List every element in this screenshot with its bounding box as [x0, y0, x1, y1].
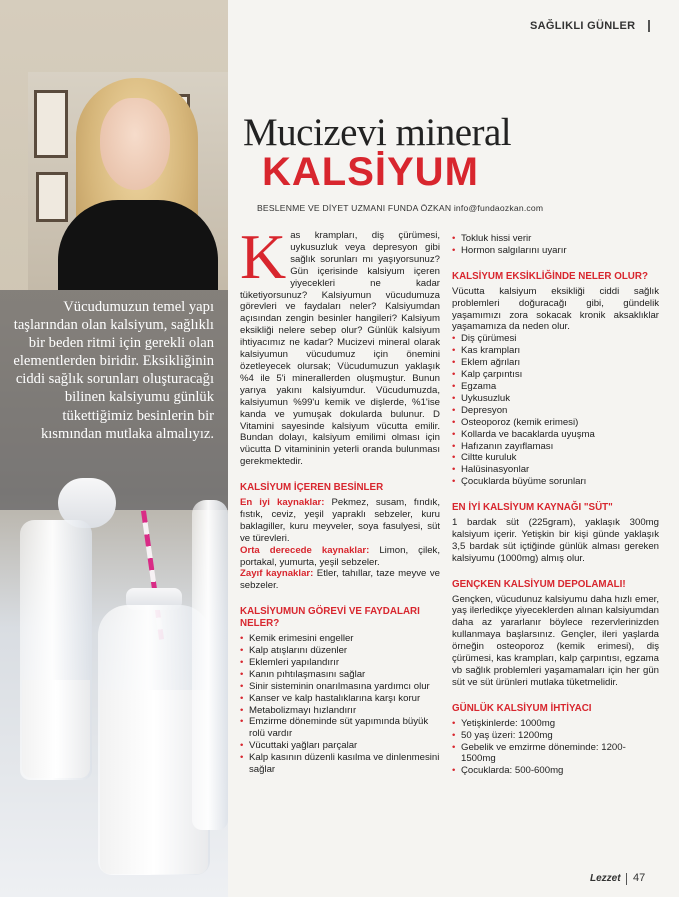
list-item: • Kalp atışlarını düzenler — [240, 645, 440, 657]
list-item: • Metabolizmayı hızlandırır — [240, 705, 440, 717]
milk-heading: EN İYİ KALSİYUM KAYNAĞI "SÜT" — [452, 502, 613, 514]
list-item: • Hafızanın zayıflaması — [452, 441, 659, 453]
list-item: • Kanser ve kalp hastalıklarına karşı korur — [240, 693, 440, 705]
sources-mid-label: Orta derecede kaynaklar: — [240, 544, 370, 556]
sources-weak-text: Etler, tahıllar, taze meyve ve sebzeler. — [240, 568, 440, 592]
wall-certificate — [36, 172, 68, 222]
list-item: • Kalp kasının düzenli kasılma ve dinlenmesini sağlar — [240, 752, 440, 776]
sources-mid-text: Limon, çilek, portakal, yumurta, yeşil sebzeler. — [240, 544, 440, 568]
portrait-face — [100, 98, 170, 190]
youth-heading: GENÇKEN KALSİYUM DEPOLAMALI! — [452, 578, 626, 590]
sources-mid — [240, 545, 440, 569]
list-item: • Egzama — [452, 381, 659, 393]
deficiency-heading: KALSİYUM EKSİKLİĞİNDE NELER OLUR? — [452, 270, 648, 282]
sources-weak — [240, 568, 440, 592]
list-item: • Gebelik ve emzirme döneminde: 1200-1500mg — [452, 742, 659, 766]
sources-weak-label: Zayıf kaynaklar: — [240, 568, 314, 580]
list-item: • Hormon salgılarını uyarır — [452, 245, 659, 257]
byline: BESLENME VE DİYET UZMANI FUNDA ÖZKAN info@fundaozkan.com — [257, 203, 544, 213]
daily-list — [452, 718, 659, 778]
column-right — [452, 233, 659, 777]
list-item: • Kollarda ve bacaklarda uyuşma — [452, 429, 659, 441]
list-item: • Depresyon — [452, 405, 659, 417]
youth-text: Gençken, vücudunuz kalsiyumu daha hızlı emer, yaş ilerledikçe yiyeceklerden alınan kalsiyumdan daha az yararlanır böylece rezervlerinizden kullanmaya başlarsınız. Gençler, ileri yaşlarda örneğin osteoporoz (kemik erimesi), diş çürümesi, kas krampları, kalp çarpıntısı, egzama vb sağlık problemleri yaşamamaları için her gün süt ve süt ürünleri mutlaka tüketmelidir. — [452, 593, 659, 688]
list-item: • Halüsinasyonlar — [452, 464, 659, 476]
wall-certificate — [34, 90, 68, 158]
article-title: Mucizevi mineral — [243, 111, 512, 154]
daily-heading: GÜNLÜK KALSİYUM İHTİYACI — [452, 702, 592, 714]
list-item: • Çocuklarda: 500-600mg — [452, 765, 659, 777]
section-label: SAĞLIKLI GÜNLER — [530, 20, 636, 32]
drop-cap: K — [240, 221, 287, 292]
article-title-highlight: KALSİYUM — [262, 150, 479, 194]
pull-quote: Vücudumuzun temel yapı taşlarından olan kalsiyum, sağlıklı bir beden ritmi için gerekli olan elementlerden biridir. Eksikliğinin ciddi sağlık sorunları oluşturacağı bilinen kalsiyumu günlük tükettiğimiz besinlerin bir kısmından mutlaka almalıyız. — [13, 299, 214, 442]
list-item: • Kas krampları — [452, 345, 659, 357]
list-item: • Vücuttaki yağları parçalar — [240, 740, 440, 752]
list-item: • Ciltte kuruluk — [452, 452, 659, 464]
portrait-body — [58, 200, 218, 290]
sources-heading: KALSİYUM İÇEREN BESİNLER — [240, 482, 384, 494]
list-item: • Eklemleri yapılandırır — [240, 657, 440, 669]
list-item: • Eklem ağrıları — [452, 357, 659, 369]
list-item: • Osteoporoz (kemik erimesi) — [452, 417, 659, 429]
sources-best — [240, 497, 440, 545]
article-photo — [0, 0, 228, 897]
intro-paragraph — [240, 221, 440, 468]
list-item: • Sinir sisteminin onarılmasına yardımcı olur — [240, 681, 440, 693]
deficiency-list — [452, 333, 659, 488]
milk-bottle — [192, 500, 228, 830]
list-item: • Uykusuzluk — [452, 393, 659, 405]
list-item: • Yetişkinlerde: 1000mg — [452, 718, 659, 730]
column-left — [240, 221, 440, 776]
list-item: • Emzirme döneminde süt yapımında büyük rolü vardır — [240, 716, 440, 740]
duties-heading: KALSİYUMUN GÖREVİ VE FAYDALARI NELER? — [240, 606, 420, 630]
list-item: • Çocuklarda büyüme sorunları — [452, 476, 659, 488]
page-number: 47 — [633, 872, 646, 884]
section-divider — [648, 20, 650, 32]
list-item: • Diş çürümesi — [452, 333, 659, 345]
list-item: • Kemik erimesini engeller — [240, 633, 440, 645]
list-item: • Kalp çarpıntısı — [452, 369, 659, 381]
list-item: • Tokluk hissi verir — [452, 233, 659, 245]
milk-fill — [22, 680, 90, 778]
footer-divider — [626, 873, 627, 885]
milk-text: 1 bardak süt (225gram), yaklaşık 300mg kalsiyum içerir. Yetişkin bir kişi günde yaklaşık 3,5 bardak süt içtiğinde günlük alması gereken kalsiyumu (1000mg) almış olur. — [452, 517, 659, 564]
deficiency-text: Vücutta kalsiyum eksikliği ciddi sağlık problemleri doğuracağı gibi, gündelik yaşamımızı zora sokacak kronik aksaklıklar yaşamamıza da neden olur. — [452, 285, 659, 333]
list-item: • Kanın pıhtılaşmasını sağlar — [240, 669, 440, 681]
duties-list-continued — [452, 233, 659, 257]
sources-best-text: Pekmez, susam, fındık, fıstık, ceviz, yeşil yapraklı sebzeler, kuru baklagiller, kuru meyveler, soya fasulyesi, süt ve türevleri. — [240, 497, 440, 544]
list-item: • 50 yaş üzeri: 1200mg — [452, 730, 659, 742]
sources-best-label: En iyi kaynaklar: — [240, 497, 325, 509]
intro-text: as krampları, diş çürümesi, uykusuzluk veya depresyon gibi sağlık sorunları mı yaşıyorsunuz? Gün içerisinde kalsiyum içeren yiyecekleri ne kadar tüketiyorsunuz? Kalsiyumun vücudumuza görevleri ve faydaları neler? Kalsiyumdan açısından zengin besinler hangileri? Kalsiyum eksikliği nelere sebep olur? Günlük kalsiyum ihtiyacımız ne kadar? Mucizevi mineral olarak kalsiyumun vücudumuz için önemini özetleyecek olursak; Vücudumuzun yaklaşık %4 ile 5'i minerallerden oluşmuştur. Bunun yarıya yakını kalsiyumdur. Vücudumuzda, kalsiyumun %99'u kemik ve dişlerde, %1'ise kanda ve yumuşak dokularda bulunur. D Vitamini sayesinde kalsiyum vücutta emilir. Bundan dolayı, kalsiyum emilimi olması için vücutta D vitamininin yeterli oranda bulunması gerekmektedir. — [240, 230, 440, 468]
magazine-brand: Lezzet — [590, 873, 621, 884]
duties-list — [240, 633, 440, 776]
